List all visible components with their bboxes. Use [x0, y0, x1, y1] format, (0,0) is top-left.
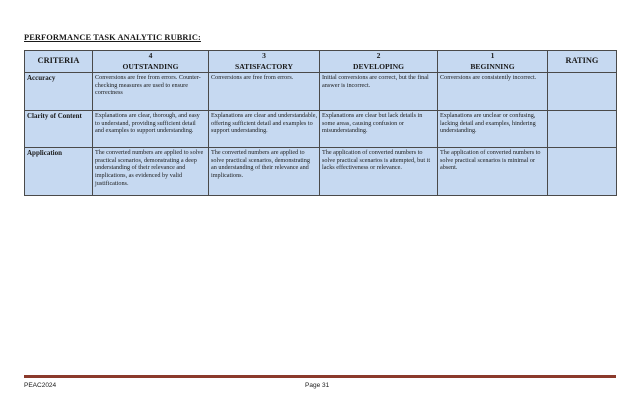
rating-cell [548, 73, 617, 111]
level-score: 3 [262, 51, 266, 61]
rubric-cell-outstanding: Explanations are clear, thorough, and easy to understand, providing sufficient detail and examples to support understanding. [93, 111, 209, 148]
table-row-application [25, 148, 617, 196]
level-header-developing [320, 51, 438, 73]
criterion-label: Accuracy [25, 73, 93, 111]
table-row-clarity [25, 111, 617, 148]
rubric-cell-outstanding: Conversions are free from errors. Counter-checking measures are used to ensure correctness [93, 73, 209, 111]
criteria-header: CRITERIA [25, 51, 93, 73]
criterion-label: Application [25, 148, 93, 196]
rubric-cell-developing: Initial conversions are correct, but the final answer is incorrect. [320, 73, 438, 111]
level-name: DEVELOPING [352, 61, 405, 71]
rubric-cell-beginning: The application of converted numbers to solve practical scenarios is minimal or absent. [438, 148, 548, 196]
level-score: 4 [148, 51, 153, 61]
rating-header: RATING [548, 51, 617, 73]
footer-divider [24, 375, 616, 378]
level-name: OUTSTANDING [122, 61, 179, 71]
rubric-cell-beginning: Explanations are unclear or confusing, lacking detail and examples, hindering understanding. [438, 111, 548, 148]
criterion-label: Clarity of Content [25, 111, 93, 148]
table-row-accuracy [25, 73, 617, 111]
level-name: BEGINNING [470, 61, 515, 71]
level-header-outstanding [93, 51, 209, 73]
level-header-satisfactory [209, 51, 320, 73]
level-score: 1 [490, 51, 495, 61]
rubric-cell-satisfactory: The converted numbers are applied to solve practical scenarios, demonstrating an understanding of their relevance and implications. [209, 148, 320, 196]
level-score: 2 [376, 51, 381, 61]
rating-cell [548, 148, 617, 196]
rubric-cell-satisfactory: Explanations are clear and understandable, offering sufficient detail and examples to support understanding. [209, 111, 320, 148]
rubric-cell-outstanding: The converted numbers are applied to solve practical scenarios, demonstrating a deep understanding of their relevance and implications, as evidenced by valid justifications. [93, 148, 209, 196]
header-row [25, 51, 617, 73]
level-header-beginning [438, 51, 548, 73]
page-title: PERFORMANCE TASK ANALYTIC RUBRIC: [24, 33, 201, 42]
level-name: SATISFACTORY [235, 61, 293, 71]
rubric-cell-developing: The application of converted numbers to solve practical scenarios is attempted, but it lacks effectiveness or relevance. [320, 148, 438, 196]
footer-doc-code: PEAC2024 [24, 382, 57, 389]
rubric-table [24, 50, 617, 196]
rubric-cell-beginning: Conversions are consistently incorrect. [438, 73, 548, 111]
rubric-cell-satisfactory: Conversions are free from errors. [209, 73, 320, 111]
footer-page-number: Page 31 [305, 382, 330, 389]
rating-cell [548, 111, 617, 148]
rubric-cell-developing: Explanations are clear but lack details in some areas, causing confusion or misunderstanding. [320, 111, 438, 148]
